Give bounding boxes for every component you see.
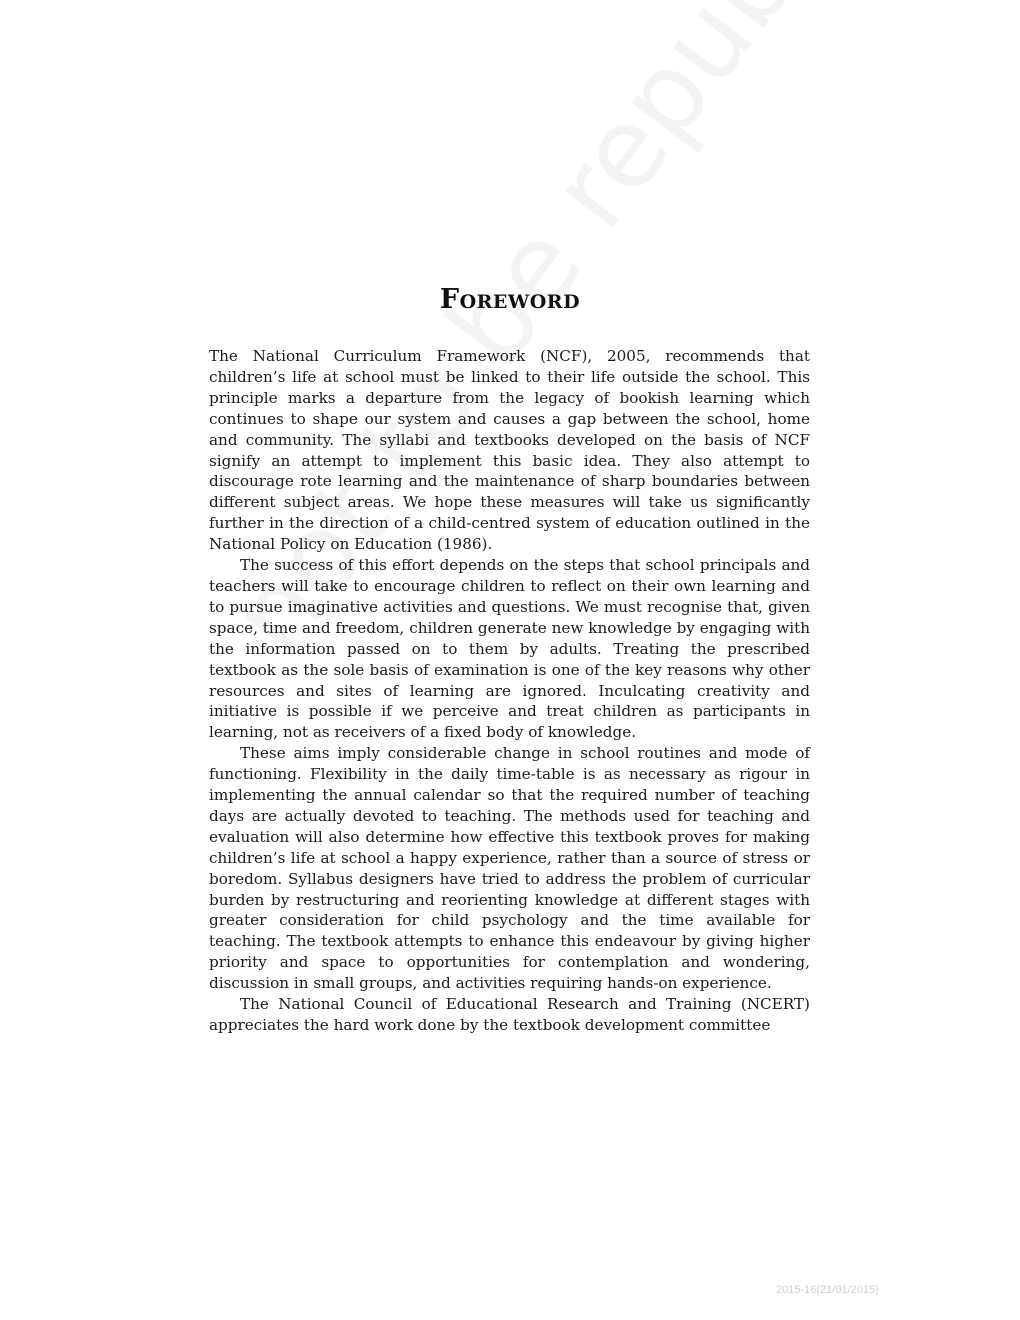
page-title: Foreword: [439, 284, 581, 315]
paragraph-1: The National Curriculum Framework (NCF), 2005, recommends that children’s life at school must be linked to their life outside the school. This principle marks a departure from the legacy of bookish learning which continues to shape our system and causes a gap between the school, home and community. The syllabi and textbooks developed on the basis of NCF signify an attempt to implement this basic idea. They also attempt to discourage rote learning and the maintenance of sharp boundaries between different subject areas. We hope these measures will take us significantly further in the direction of a child-centred system of education outlined in the National Policy on Education (1986).: [209, 347, 810, 554]
print-date-stamp: 2015-16(21/01/2015): [776, 1284, 879, 1296]
paragraph-4: The National Council of Educational Research and Training (NCERT) appreciates the hard work done by the textbook development committee: [209, 995, 810, 1034]
paragraph-3: These aims imply considerable change in school routines and mode of functioning. Flexibility in the daily time-table is as necessary as rigour in implementing the annual calendar so that the required number of teaching days are actually devoted to teaching. The methods used for teaching and evaluation will also determine how effective this textbook proves for making children’s life at school a happy experience, rather than a source of stress or boredom. Syllabus designers have tried to address the problem of curricular burden by restructuring and reorienting knowledge at different stages with greater consideration for child psychology and the time available for teaching. The textbook attempts to enhance this endeavour by giving higher priority and space to opportunities for contemplation and wondering, discussion in small groups, and activities requiring hands-on experience.: [209, 744, 810, 993]
foreword-body: [209, 346, 810, 1036]
paragraph-2: The success of this effort depends on the steps that school principals and teachers will take to encourage children to reflect on their own learning and to pursue imaginative activities and questions. We must recognise that, given space, time and freedom, children generate new knowledge by engaging with the information passed on to them by adults. Treating the prescribed textbook as the sole basis of examination is one of the key reasons why other resources and sites of learning are ignored. Inculcating creativity and initiative is possible if we perceive and treat children as participants in learning, not as receivers of a fixed body of knowledge.: [209, 556, 810, 742]
